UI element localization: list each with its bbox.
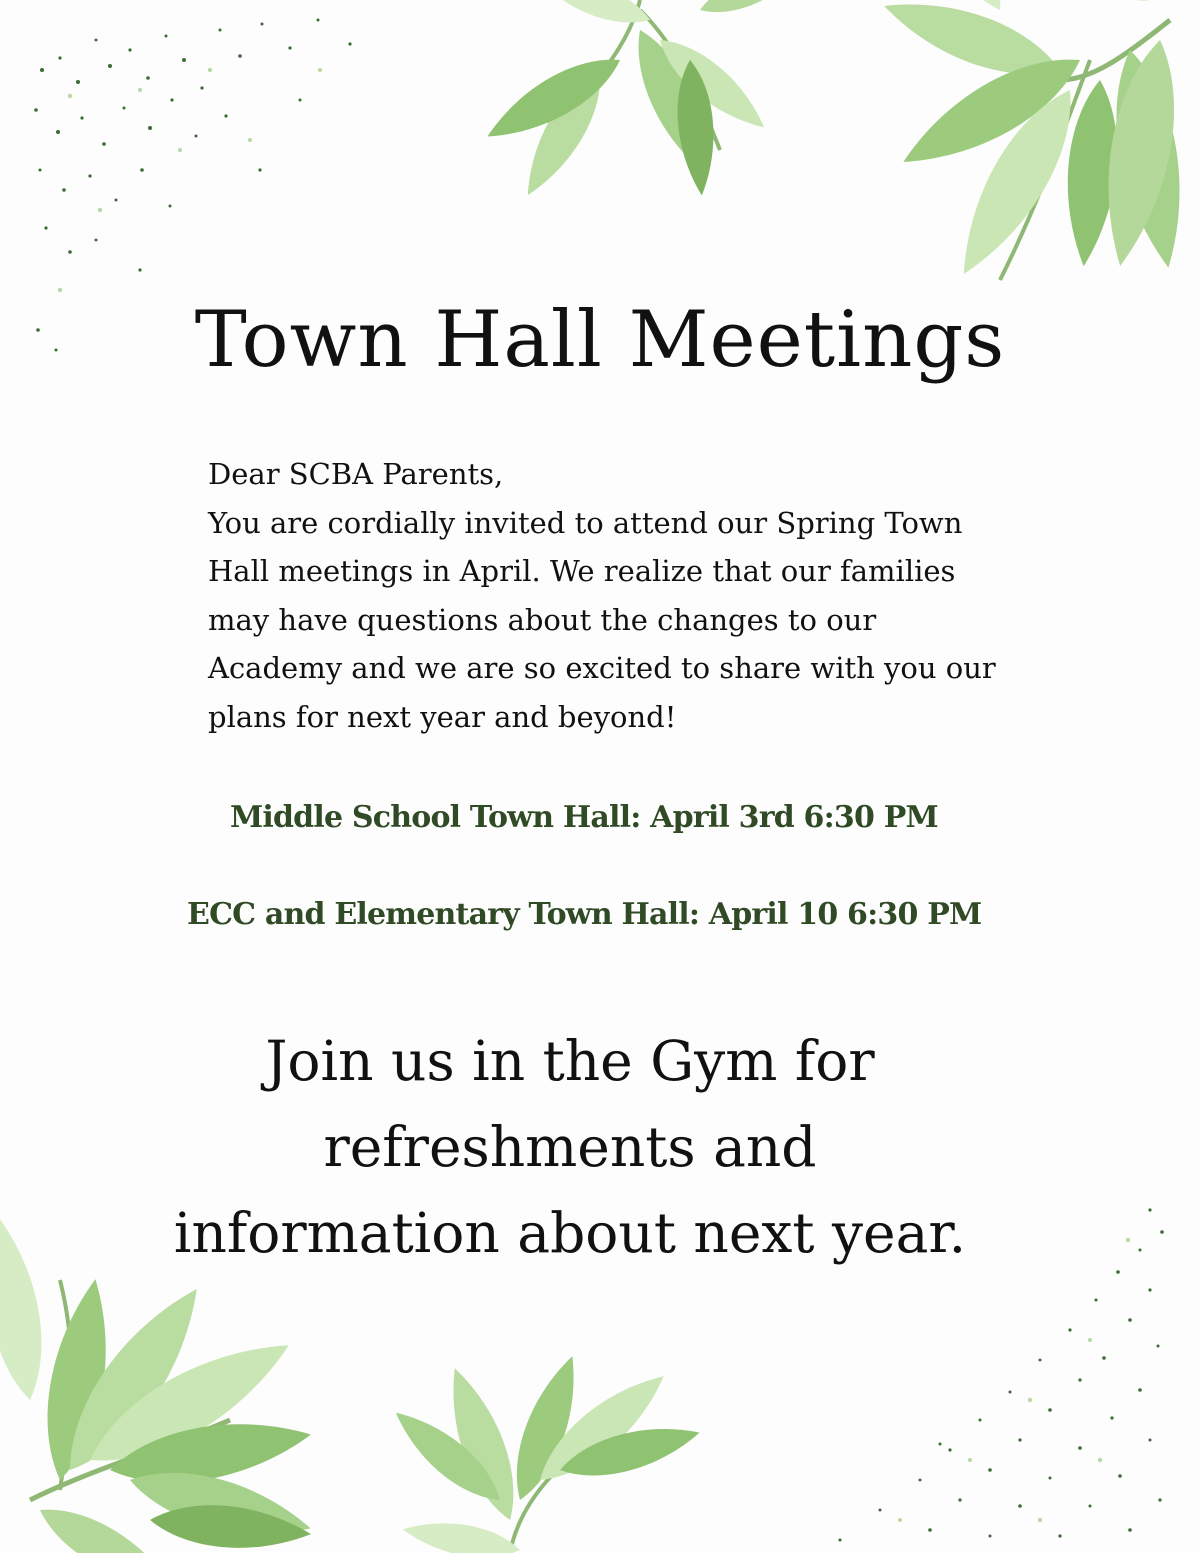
closing-message [120,1018,1020,1276]
invitation-letter [208,450,1008,741]
event-ecc-elementary: ECC and Elementary Town Hall: April 10 6:30 PM [187,897,982,932]
closing-line: Join us in the Gym for [265,1029,875,1093]
greeting: Dear SCBA Parents, [208,457,504,491]
closing-line: refreshments and [323,1115,817,1179]
leaf-sprig-bottom-center-icon [385,1350,705,1553]
event-middle-school: Middle School Town Hall: April 3rd 6:30 PM [230,800,938,835]
leaf-sprig-top-center-icon [478,0,801,204]
page-title: Town Hall Meetings [194,295,1006,385]
closing-line: information about next year. [173,1201,967,1265]
invitation-body: You are cordially invited to attend our Spring Town Hall meetings in April. We realize that our families may have questions about the changes to our Academy and we are so excited to share with you our plans for next year and beyond! [208,505,996,734]
leaf-sprig-top-right-icon [876,0,1196,288]
